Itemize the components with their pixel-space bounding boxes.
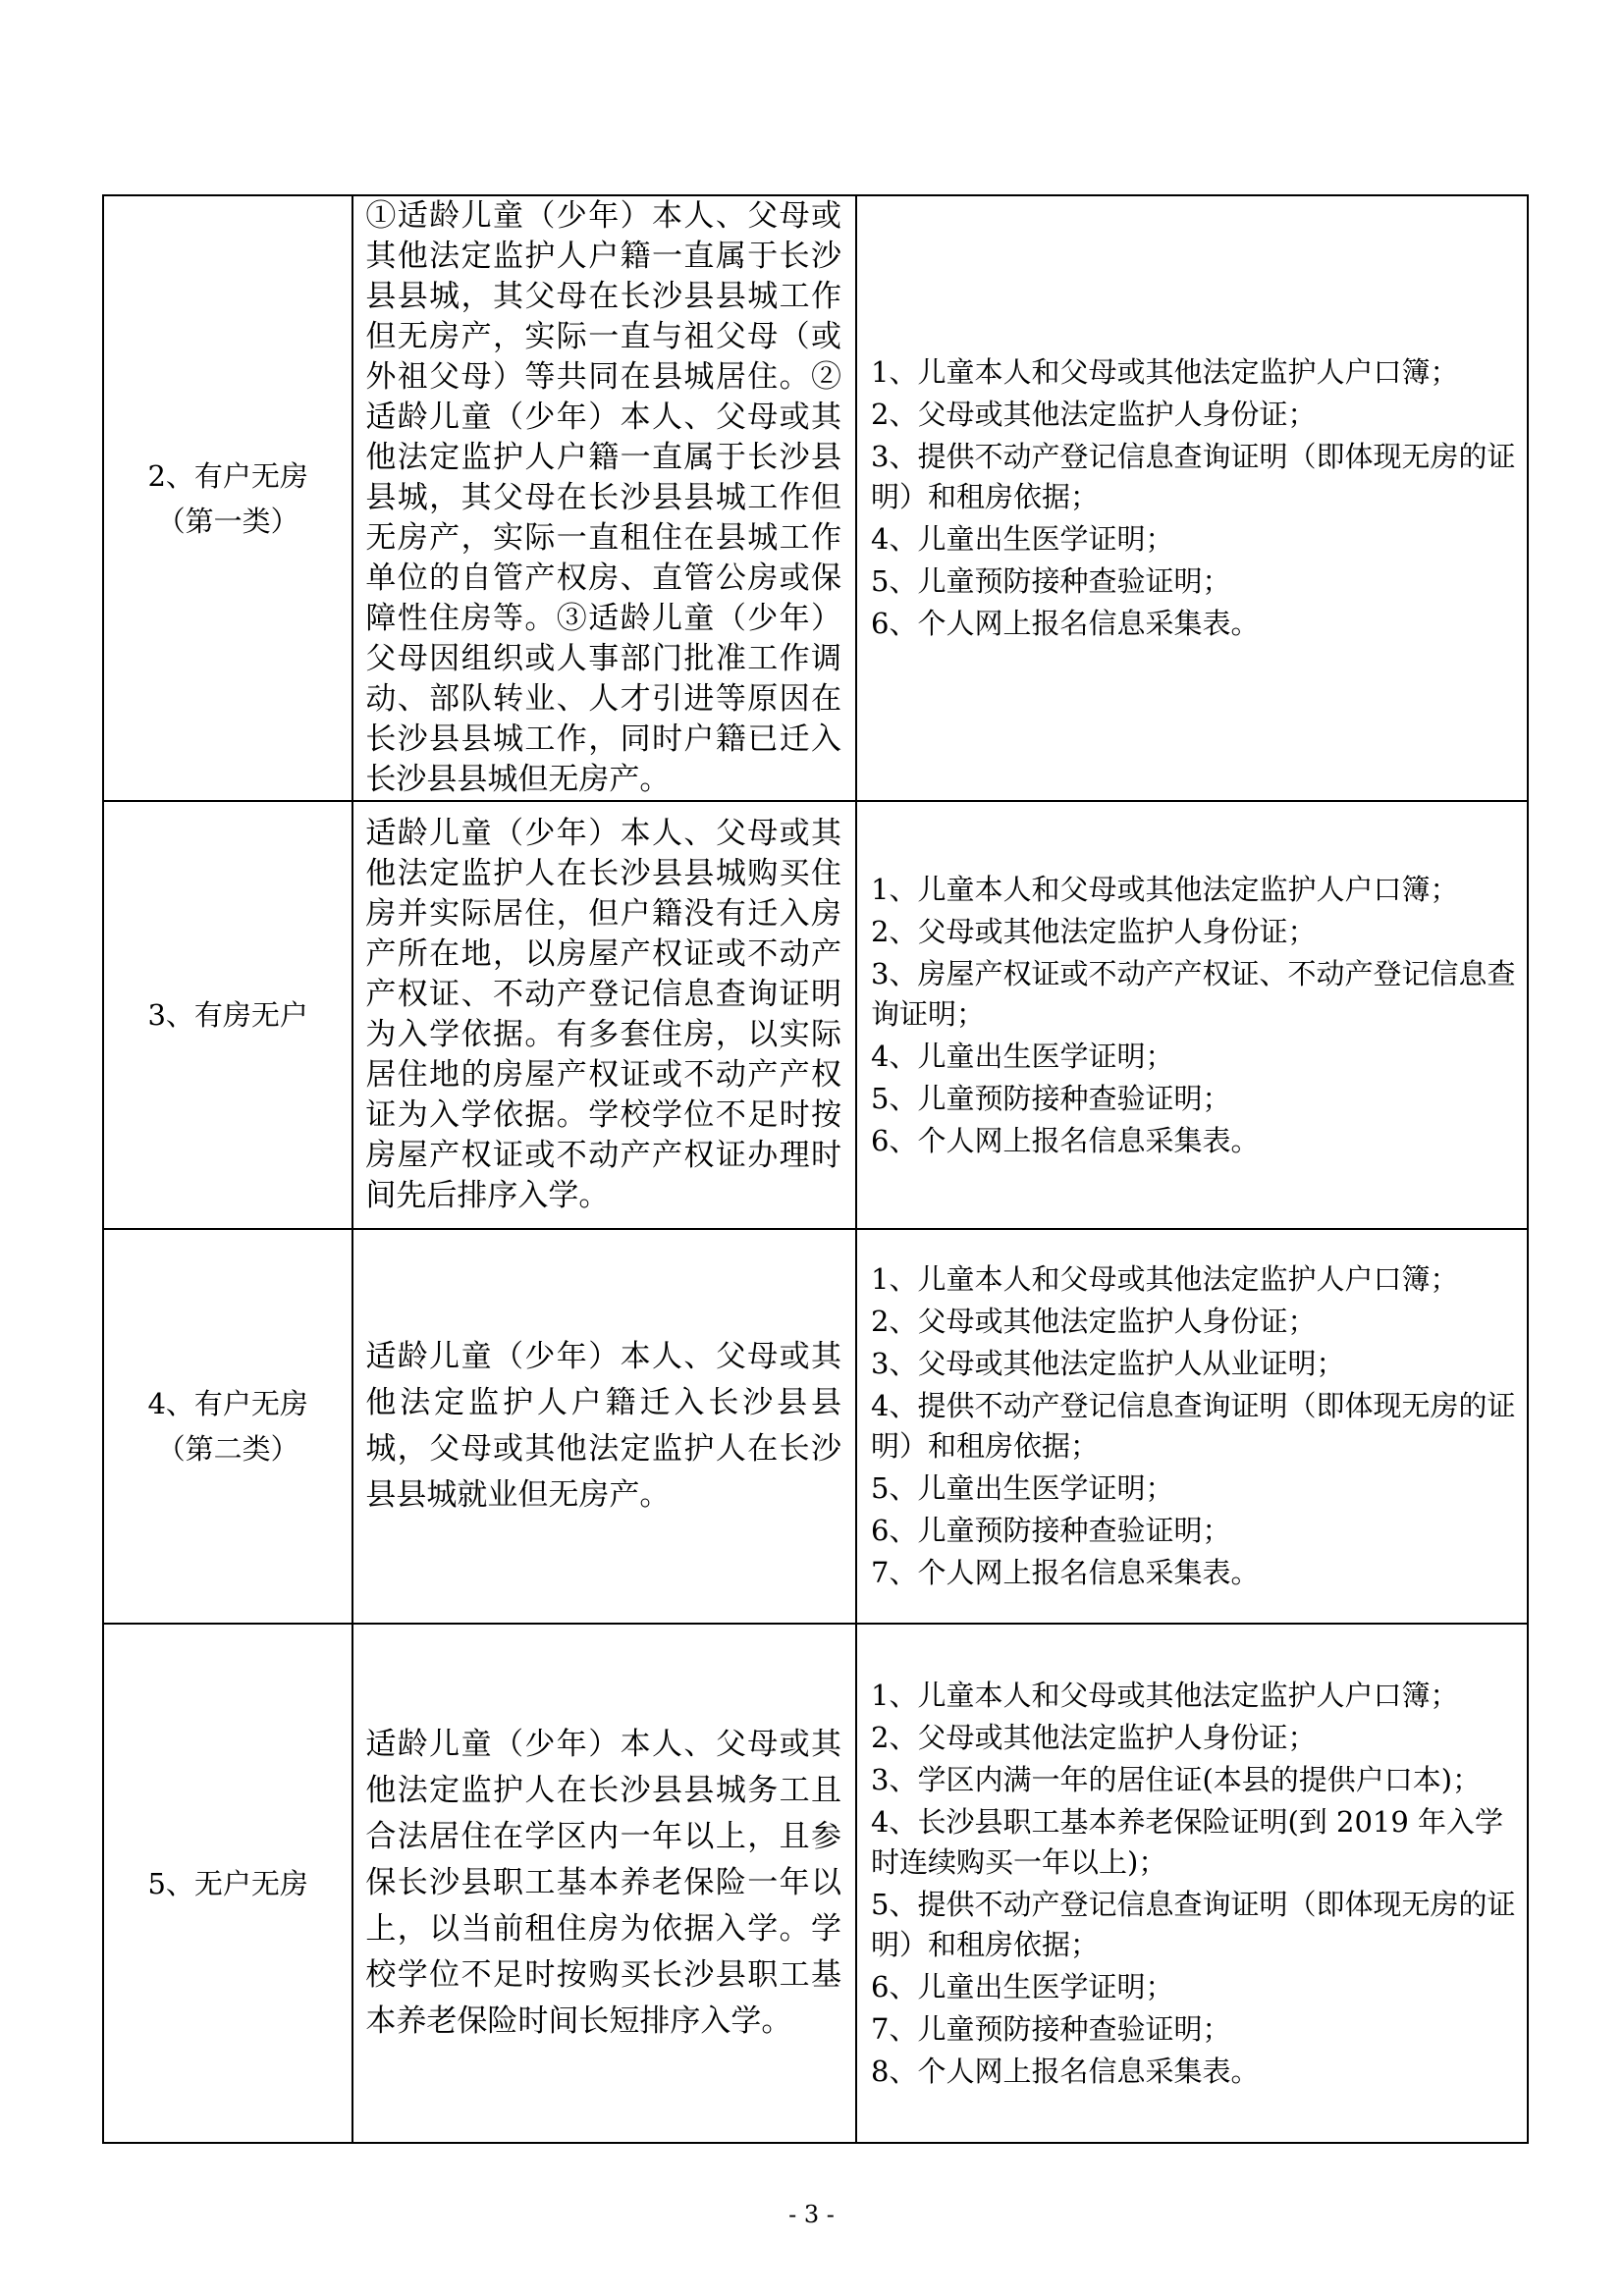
conditions-cell: 适龄儿童（少年）本人、父母或其他法定监护人在长沙县县城购买住房并实际居住，但户籍没有迁入房产所在地，以房屋产权证或不动产产权证、不动产登记信息查询证明为入学依据。有多套住房，以实际居住地的房屋产权证或不动产产权证为入学依据。学校学位不足时按房屋产权证或不动产产权证办理时间先后排序入学。 bbox=[352, 801, 856, 1229]
category-sublabel: （第一类） bbox=[156, 504, 299, 538]
list-item: 5、儿童预防接种查验证明； bbox=[871, 564, 1231, 598]
category-cell bbox=[103, 801, 352, 1229]
category-cell bbox=[103, 195, 352, 801]
list-item: 4、长沙县职工基本养老保险证明(到 2019 年入学时连续购买一年以上)； bbox=[871, 1804, 1504, 1879]
conditions-cell: ①适龄儿童（少年）本人、父母或其他法定监护人户籍一直属于长沙县县城，其父母在长沙县县城工作但无房产，实际一直与祖父母（或外祖父母）等共同在县城居住。②适龄儿童（少年）本人、父母或其他法定监护人户籍一直属于长沙县县城，其父母在长沙县县城工作但无房产，实际一直租住在县城工作单位的自管产权房、直管公房或保障性住房等。③适龄儿童（少年）父母因组织或人事部门批准工作调动、部队转业、人才引进等原因在长沙县县城工作，同时户籍已迁入长沙县县城但无房产。 bbox=[352, 195, 856, 801]
list-item: 3、父母或其他法定监护人从业证明； bbox=[871, 1347, 1345, 1380]
materials-cell bbox=[856, 1624, 1528, 2143]
list-item: 5、儿童出生医学证明； bbox=[871, 1471, 1174, 1505]
list-item: 7、个人网上报名信息采集表。 bbox=[871, 1556, 1260, 1589]
list-item: 6、个人网上报名信息采集表。 bbox=[871, 1123, 1260, 1157]
list-item: 5、提供不动产登记信息查询证明（即体现无房的证明）和租房依据； bbox=[871, 1887, 1516, 1961]
list-item: 3、提供不动产登记信息查询证明（即体现无房的证明）和租房依据； bbox=[871, 440, 1516, 513]
table-row bbox=[103, 195, 1528, 801]
list-item: 1、儿童本人和父母或其他法定监护人户口簿； bbox=[871, 1262, 1459, 1296]
table-row bbox=[103, 1624, 1528, 2143]
list-item: 2、父母或其他法定监护人身份证； bbox=[871, 1305, 1317, 1338]
list-item: 7、儿童预防接种查验证明； bbox=[871, 2011, 1231, 2046]
list-item: 4、儿童出生医学证明； bbox=[871, 1039, 1174, 1073]
category-label: 2、有户无房 bbox=[147, 458, 308, 493]
requirements-table bbox=[102, 194, 1529, 2144]
conditions-cell: 适龄儿童（少年）本人、父母或其他法定监护人户籍迁入长沙县县城，父母或其他法定监护人在长沙县县城就业但无房产。 bbox=[352, 1229, 856, 1624]
list-item: 2、父母或其他法定监护人身份证； bbox=[871, 1720, 1317, 1754]
list-item: 2、父母或其他法定监护人身份证； bbox=[871, 398, 1317, 431]
category-cell bbox=[103, 1229, 352, 1624]
conditions-cell: 适龄儿童（少年）本人、父母或其他法定监护人在长沙县县城务工且合法居住在学区内一年以上，且参保长沙县职工基本养老保险一年以上，以当前租住房为依据入学。学校学位不足时按购买长沙县职工基本养老保险时间长短排序入学。 bbox=[352, 1624, 856, 2143]
list-item: 4、儿童出生医学证明； bbox=[871, 522, 1174, 556]
list-item: 8、个人网上报名信息采集表。 bbox=[871, 2054, 1260, 2088]
category-label: 5、无户无房 bbox=[147, 1866, 308, 1900]
list-item: 1、儿童本人和父母或其他法定监护人户口簿； bbox=[871, 1678, 1459, 1712]
category-label: 4、有户无房 bbox=[147, 1387, 308, 1420]
table-row bbox=[103, 801, 1528, 1229]
list-item: 1、儿童本人和父母或其他法定监护人户口簿； bbox=[871, 872, 1459, 906]
page-number: - 3 - bbox=[788, 2201, 835, 2228]
list-item: 5、儿童预防接种查验证明； bbox=[871, 1081, 1231, 1115]
list-item: 3、学区内满一年的居住证(本县的提供户口本)； bbox=[871, 1762, 1482, 1796]
category-sublabel: （第二类） bbox=[156, 1432, 299, 1466]
materials-cell bbox=[856, 1229, 1528, 1624]
materials-cell bbox=[856, 195, 1528, 801]
list-item: 3、房屋产权证或不动产产权证、不动产登记信息查询证明； bbox=[871, 956, 1516, 1031]
list-item: 6、个人网上报名信息采集表。 bbox=[871, 607, 1260, 640]
list-item: 1、儿童本人和父母或其他法定监护人户口簿； bbox=[871, 355, 1459, 389]
list-item: 6、儿童预防接种查验证明； bbox=[871, 1514, 1231, 1547]
list-item: 4、提供不动产登记信息查询证明（即体现无房的证明）和租房依据； bbox=[871, 1389, 1516, 1463]
category-label: 3、有房无户 bbox=[147, 998, 308, 1032]
category-cell bbox=[103, 1624, 352, 2143]
list-item: 2、父母或其他法定监护人身份证； bbox=[871, 914, 1317, 948]
list-item: 6、儿童出生医学证明； bbox=[871, 1969, 1174, 2003]
table-row bbox=[103, 1229, 1528, 1624]
materials-cell bbox=[856, 801, 1528, 1229]
